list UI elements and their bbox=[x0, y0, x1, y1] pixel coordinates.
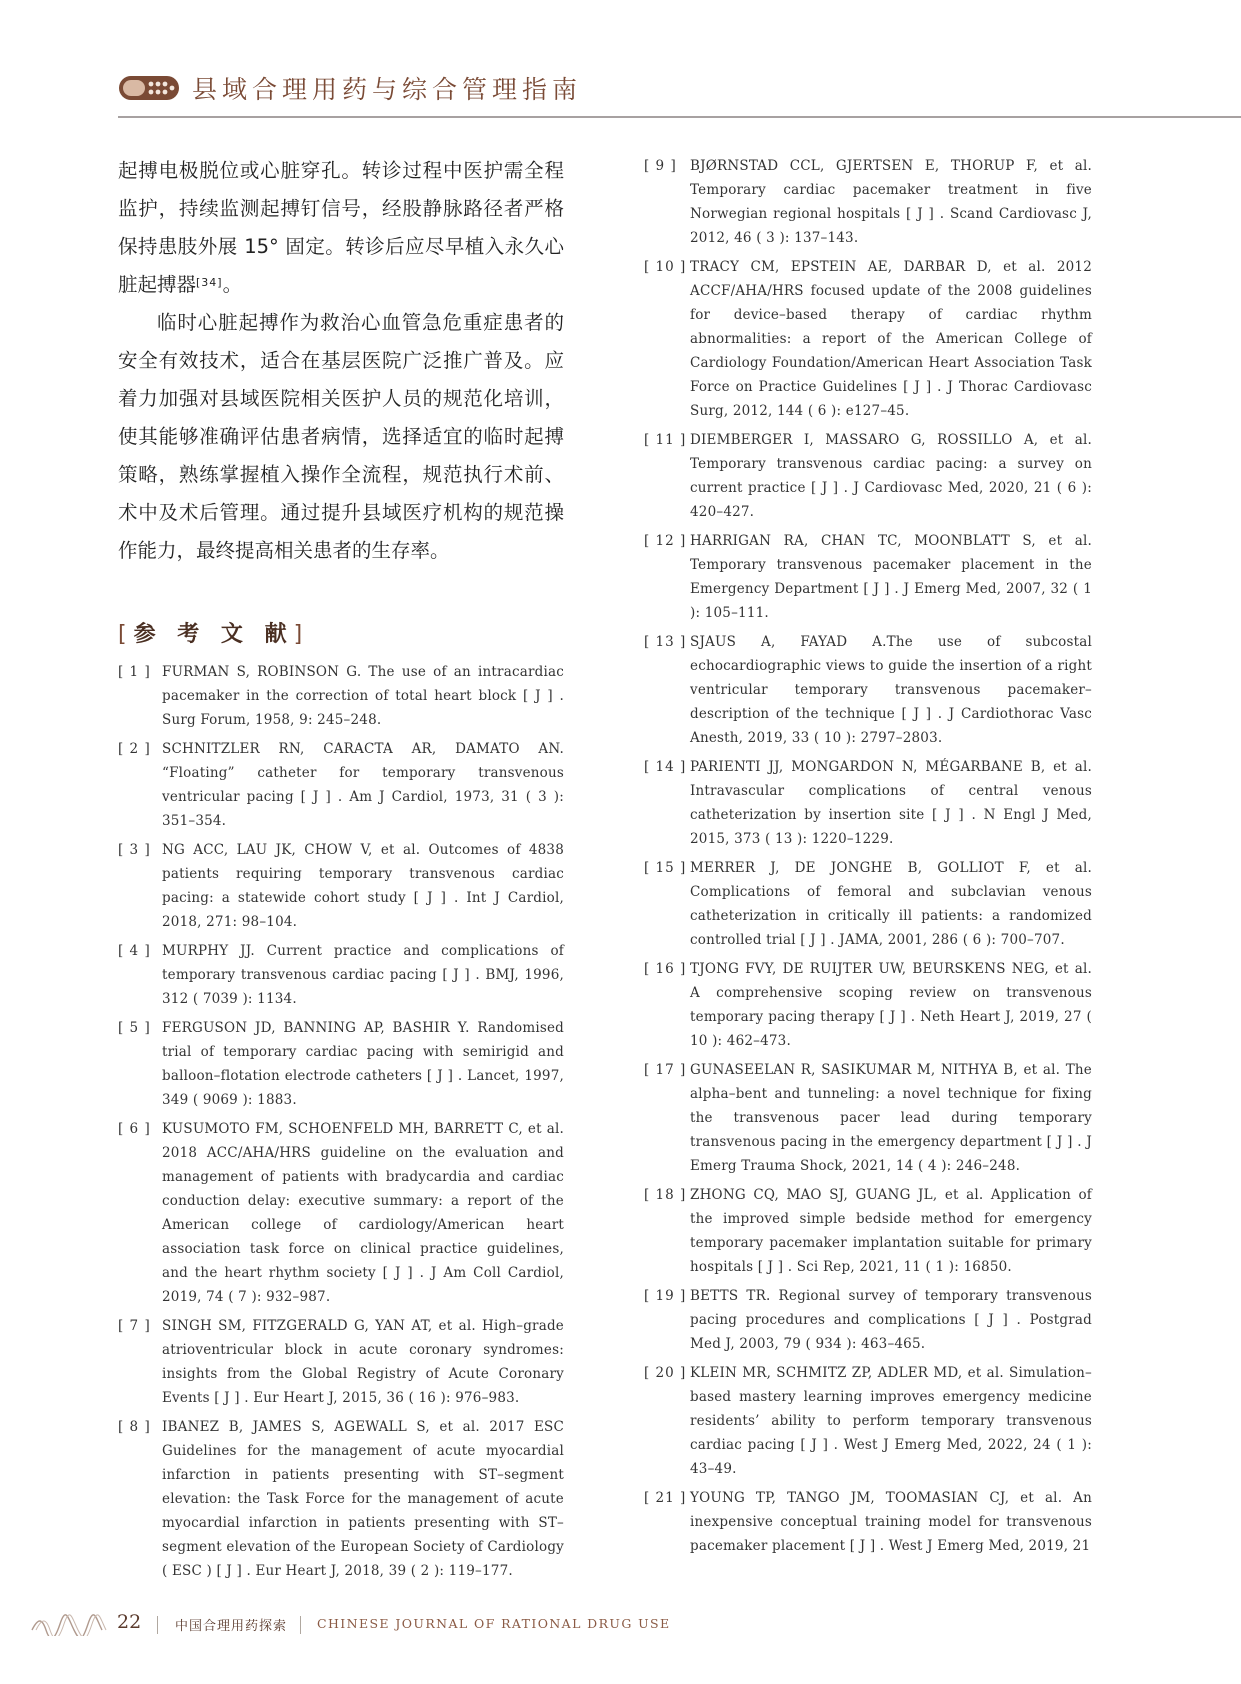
reference-text: MERRER J, DE JONGHE B, GOLLIOT F, et al. Complications of femoral and subclavian venous catheterization in critically ill patients: a randomized controlled trial [ J ] . JAMA, 2001, 286 ( 6 ): 700–707. bbox=[690, 860, 1092, 948]
reference-text: IBANEZ B, JAMES S, AGEWALL S, et al. 2017 ESC Guidelines for the management of acute myocardial infarction in patients presenting with ST–segment elevation: the Task Force for the management of acute myocardial infarction in patients presenting with ST–segment elevation of the European Society of Cardiology ( ESC ) [ J ] . Eur Heart J, 2018, 39 ( 2 ): 119–177. bbox=[162, 1419, 564, 1579]
reference-number: [ 6 ] bbox=[118, 1121, 151, 1137]
reference-number: [ 10 ] bbox=[644, 259, 687, 275]
reference-item bbox=[118, 1016, 564, 1112]
reference-item bbox=[118, 1117, 564, 1309]
reference-number: [ 21 ] bbox=[644, 1490, 687, 1506]
page-number: 22 bbox=[117, 1611, 142, 1633]
footer-divider bbox=[300, 1616, 301, 1634]
reference-item bbox=[644, 1058, 1092, 1178]
reference-item bbox=[644, 1361, 1092, 1481]
right-column bbox=[644, 154, 1092, 1563]
reference-text: TRACY CM, EPSTEIN AE, DARBAR D, et al. 2012 ACCF/AHA/HRS focused update of the 2008 guidelines for device–based therapy of cardiac rhythm abnormalities: a report of the American College of Cardiology Foundation/American Heart Association Task Force on Practice Guidelines [ J ] . J Thorac Cardiovasc Surg, 2012, 144 ( 6 ): e127–45. bbox=[690, 259, 1092, 419]
reference-number: [ 18 ] bbox=[644, 1187, 687, 1203]
reference-item bbox=[644, 755, 1092, 851]
reference-number: [ 15 ] bbox=[644, 860, 687, 876]
reference-number: [ 12 ] bbox=[644, 533, 687, 549]
reference-number: [ 20 ] bbox=[644, 1365, 687, 1381]
reference-text: PARIENTI JJ, MONGARDON N, MÉGARBANE B, et al. Intravascular complications of central venous catheterization by insertion site [ J ] . N Engl J Med, 2015, 373 ( 13 ): 1220–1229. bbox=[690, 759, 1092, 847]
reference-text: SCHNITZLER RN, CARACTA AR, DAMATO AN. “Floating” catheter for temporary transvenous ventricular pacing [ J ] . Am J Cardiol, 1973, 31 ( 3 ): 351–354. bbox=[162, 741, 564, 829]
reference-text: HARRIGAN RA, CHAN TC, MOONBLATT S, et al. Temporary transvenous pacemaker placement in the Emergency Department [ J ] . J Emerg Med, 2007, 32 ( 1 ): 105–111. bbox=[690, 533, 1092, 621]
reference-item bbox=[118, 1415, 564, 1583]
body-paragraph: 临时心脏起搏作为救治心血管急危重症患者的安全有效技术，适合在基层医院广泛推广普及。应着力加强对县域医院相关医护人员的规范化培训，使其能够准确评估患者病情，选择适宜的临时起搏策略，熟练掌握植入操作全流程，规范执行术前、术中及术后管理。通过提升县域医疗机构的规范操作能力，最终提高相关患者的生存率。 bbox=[118, 311, 564, 562]
reference-text: SJAUS A, FAYAD A.The use of subcostal echocardiographic views to guide the insertion of a right ventricular temporary transvenous pacemaker–description of the technique [ J ] . J Cardiothorac Vasc Anesth, 2019, 33 ( 10 ): 2797–2803. bbox=[690, 634, 1092, 746]
reference-text: YOUNG TP, TANGO JM, TOOMASIAN CJ, et al. An inexpensive conceptual training model for transvenous pacemaker placement [ J ] . West J Emerg Med, 2019, 21 bbox=[690, 1490, 1092, 1554]
header-divider bbox=[118, 116, 1241, 118]
reference-number: [ 11 ] bbox=[644, 432, 687, 448]
reference-text: KLEIN MR, SCHMITZ ZP, ADLER MD, et al. Simulation–based mastery learning improves emergency medicine residents’ ability to perform temporary transvenous cardiac pacing [ J ] . West J Emerg Med, 2022, 24 ( 1 ): 43–49. bbox=[690, 1365, 1092, 1477]
reference-number: [ 1 ] bbox=[118, 664, 151, 680]
reference-text: BETTS TR. Regional survey of temporary transvenous pacing procedures and complications [ J ] . Postgrad Med J, 2003, 79 ( 934 ): 463–465. bbox=[690, 1288, 1092, 1352]
reference-number: [ 16 ] bbox=[644, 961, 687, 977]
references-heading-text: 参 考 文 献 bbox=[133, 622, 294, 647]
reference-item bbox=[644, 1183, 1092, 1279]
paragraph-tail: 。 bbox=[222, 273, 243, 296]
reference-text: NG ACC, LAU JK, CHOW V, et al. Outcomes of 4838 patients requiring temporary transvenous cardiac pacing: a statewide cohort study [ J ] . Int J Cardiol, 2018, 271: 98–104. bbox=[162, 842, 564, 930]
journal-name-en: CHINESE JOURNAL OF RATIONAL DRUG USE bbox=[317, 1616, 671, 1631]
reference-text: GUNASEELAN R, SASIKUMAR M, NITHYA B, et al. The alpha–bent and tunneling: a novel technique for fixing the transvenous pacer lead during temporary transvenous pacing in the emergency department [ J ] . J Emerg Trauma Shock, 2021, 14 ( 4 ): 246–248. bbox=[690, 1062, 1092, 1174]
section-title: 县域合理用药与综合管理指南 bbox=[192, 75, 583, 104]
reference-text: FERGUSON JD, BANNING AP, BASHIR Y. Randomised trial of temporary cardiac pacing with semirigid and balloon–flotation electrode catheters [ J ] . Lancet, 1997, 349 ( 9069 ): 1883. bbox=[162, 1020, 564, 1108]
reference-number: [ 9 ] bbox=[644, 158, 677, 174]
reference-number: [ 14 ] bbox=[644, 759, 687, 775]
reference-text: FURMAN S, ROBINSON G. The use of an intracardiac pacemaker in the correction of total heart block [ J ] . Surg Forum, 1958, 9: 245–248. bbox=[162, 664, 564, 728]
reference-number: [ 3 ] bbox=[118, 842, 151, 858]
reference-item bbox=[118, 1314, 564, 1410]
journal-logo-icon bbox=[118, 73, 180, 103]
reference-item bbox=[644, 630, 1092, 750]
reference-number: [ 19 ] bbox=[644, 1288, 687, 1304]
reference-text: DIEMBERGER I, MASSARO G, ROSSILLO A, et al. Temporary transvenous cardiac pacing: a survey on current practice [ J ] . J Cardiovasc Med, 2020, 21 ( 6 ): 420–427. bbox=[690, 432, 1092, 520]
reference-text: KUSUMOTO FM, SCHOENFELD MH, BARRETT C, et al. 2018 ACC/AHA/HRS guideline on the evaluation and management of patients with bradycardia and cardiac conduction delay: executive summary: a report of the American college of cardiology/American heart association task force on clinical practice guidelines, and the heart rhythm society [ J ] . J Am Coll Cardiol, 2019, 74 ( 7 ): 932–987. bbox=[162, 1121, 564, 1305]
footer-divider bbox=[157, 1616, 158, 1634]
reference-number: [ 8 ] bbox=[118, 1419, 151, 1435]
reference-item bbox=[644, 255, 1092, 423]
reference-text: ZHONG CQ, MAO SJ, GUANG JL, et al. Application of the improved simple bedside method for emergency temporary pacemaker implantation suitable for primary hospitals [ J ] . Sci Rep, 2021, 11 ( 1 ): 16850. bbox=[690, 1187, 1092, 1275]
reference-number: [ 2 ] bbox=[118, 741, 151, 757]
reference-item bbox=[118, 660, 564, 732]
reference-item bbox=[644, 529, 1092, 625]
reference-item bbox=[644, 856, 1092, 952]
reference-item bbox=[644, 428, 1092, 524]
reference-item bbox=[118, 737, 564, 833]
page-footer bbox=[0, 1606, 1241, 1646]
reference-number: [ 7 ] bbox=[118, 1318, 151, 1334]
reference-text: BJØRNSTAD CCL, GJERTSEN E, THORUP F, et al. Temporary cardiac pacemaker treatment in five Norwegian regional hospitals [ J ] . Scand Cardiovasc J, 2012, 46 ( 3 ): 137–143. bbox=[690, 158, 1092, 246]
reference-number: [ 4 ] bbox=[118, 943, 151, 959]
reference-number: [ 5 ] bbox=[118, 1020, 151, 1036]
reference-text: SINGH SM, FITZGERALD G, YAN AT, et al. High–grade atrioventricular block in acute coronary syndromes: insights from the Global Registry of Acute Coronary Events [ J ] . Eur Heart J, 2015, 36 ( 16 ): 976–983. bbox=[162, 1318, 564, 1406]
wave-ornament-icon bbox=[30, 1614, 108, 1636]
reference-text: TJONG FVY, DE RUIJTER UW, BEURSKENS NEG, et al. A comprehensive scoping review on transvenous temporary pacing therapy [ J ] . Neth Heart J, 2019, 27 ( 10 ): 462–473. bbox=[690, 961, 1092, 1049]
references-heading: [参 考 文 献] bbox=[118, 622, 310, 647]
reference-item bbox=[644, 1486, 1092, 1558]
reference-text: MURPHY JJ. Current practice and complications of temporary transvenous cardiac pacing [ J ] . BMJ, 1996, 312 ( 7039 ): 1134. bbox=[162, 943, 564, 1007]
reference-item bbox=[118, 838, 564, 934]
citation-marker: [34] bbox=[196, 276, 223, 289]
reference-item bbox=[644, 1284, 1092, 1356]
reference-item bbox=[118, 939, 564, 1011]
journal-name-cn: 中国合理用药探索 bbox=[175, 1619, 288, 1634]
page-header bbox=[0, 0, 1241, 120]
reference-number: [ 17 ] bbox=[644, 1062, 687, 1078]
reference-item bbox=[644, 957, 1092, 1053]
reference-number: [ 13 ] bbox=[644, 634, 687, 650]
reference-item bbox=[644, 154, 1092, 250]
body-paragraph bbox=[118, 152, 564, 304]
left-column bbox=[118, 152, 564, 1588]
paragraph-text: 起搏电极脱位或心脏穿孔。转诊过程中医护需全程监护，持续监测起搏钉信号，经股静脉路径者严格保持患肢外展 15° 固定。转诊后应尽早植入永久心脏起搏器 bbox=[118, 159, 564, 296]
